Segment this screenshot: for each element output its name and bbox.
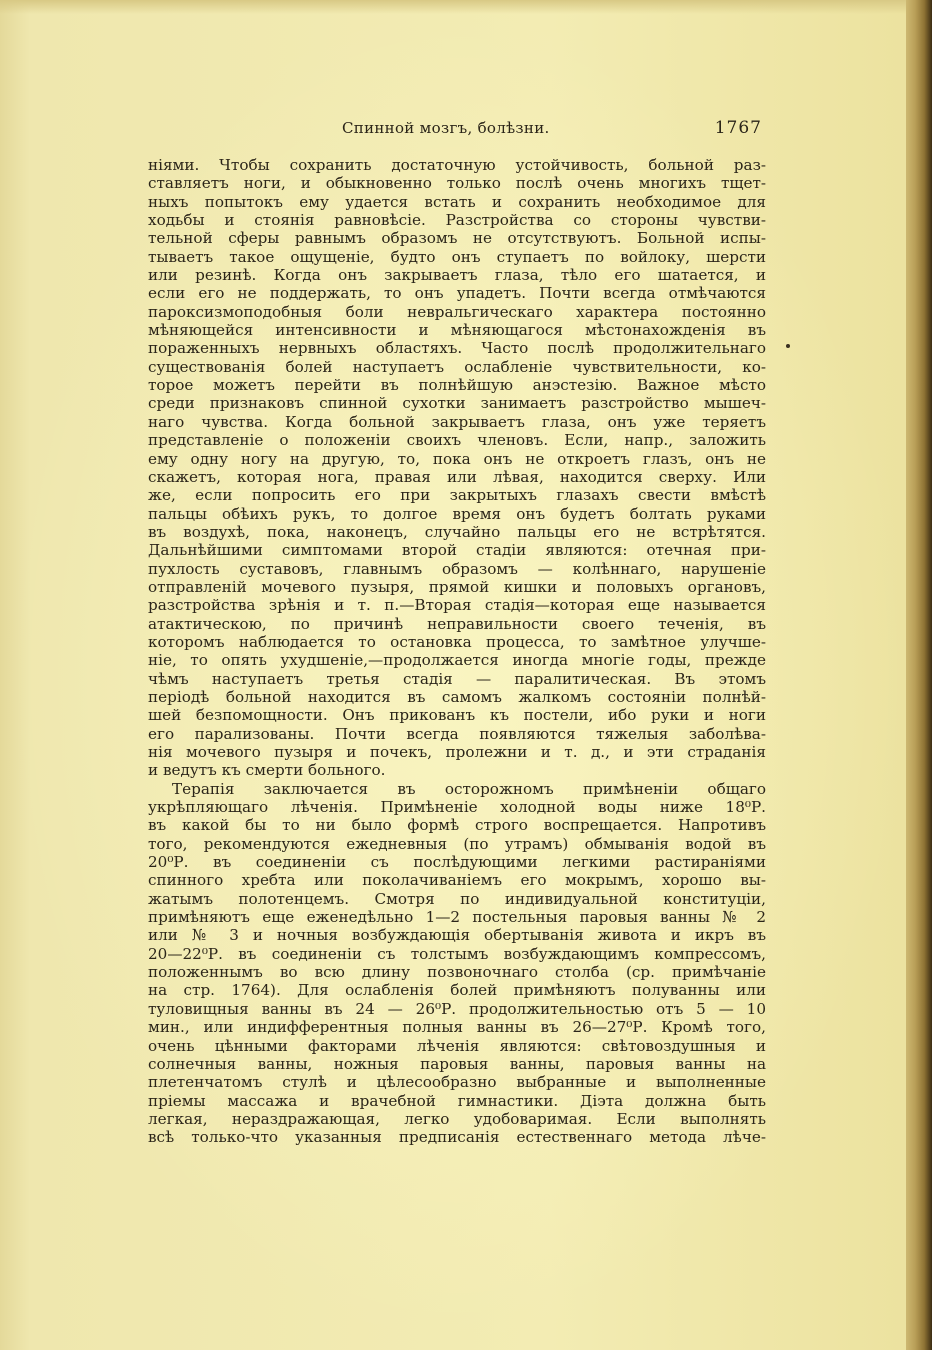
paper-spot <box>786 344 790 348</box>
text-line: періодѣ больной находится въ самомъ жалкомъ состояніи полнѣй- <box>148 687 766 706</box>
text-line: если его не поддержать, то онъ упадетъ. Почти всегда отмѣчаются <box>148 284 766 303</box>
text-line: ходьбы и стоянія равновѣсіе. Разстройства со стороны чувстви- <box>148 211 766 230</box>
text-line: солнечныя ванны, ножныя паровыя ванны, паровыя ванны на <box>148 1054 766 1073</box>
text-line: нія мочевого пузыря и почекъ, пролежни и т. д., и эти страданія <box>148 743 766 761</box>
text-line: положеннымъ во всю длину позвоночнаго столба (ср. примѣчаніе <box>148 963 766 982</box>
text-line: на стр. 1764). Для ослабленія болей примѣняютъ полуванны или <box>148 981 766 1000</box>
text-line: пріемы массажа и врачебной гимнастики. Діэта должна быть <box>148 1091 766 1110</box>
text-line: шей безпомощности. Онъ прикованъ къ постели, ибо руки и ноги <box>148 706 766 725</box>
page-header <box>146 116 766 144</box>
text-line: существованія болей наступаетъ ослабленіе чувствительности, ко- <box>148 357 766 376</box>
text-line: тельной сферы равнымъ образомъ не отсутствуютъ. Больной испы- <box>148 229 766 248</box>
text-line: ніями. Чтобы сохранить достаточную устойчивость, больной раз- <box>148 156 766 174</box>
text-line: наго чувства. Когда больной закрываетъ глаза, онъ уже теряетъ <box>148 412 766 431</box>
text-line: примѣняютъ еще еженедѣльно 1—2 постельныя паровыя ванны № 2 <box>148 908 766 927</box>
text-line: и ведутъ къ смерти больного. <box>148 761 386 780</box>
text-line: разстройства зрѣнія и т. п.—Вторая стадія—которая еще называется <box>148 596 766 615</box>
text-line: скажетъ, которая нога, правая или лѣвая, находится сверху. Или <box>148 467 766 486</box>
text-line: 20⁰Р. въ соединеніи съ послѣдующими легкими растираніями <box>148 853 766 872</box>
body-text <box>148 156 766 1147</box>
text-line: ніе, то опять ухудшеніе,—продолжается иногда многіе годы, прежде <box>148 651 766 670</box>
text-line: Дальнѣйшими симптомами второй стадіи являются: отечная при- <box>148 541 766 560</box>
text-line: туловищныя ванны въ 24 — 26⁰Р. продолжительностью отъ 5 — 10 <box>148 999 766 1018</box>
text-line: пароксизмоподобныя боли невральгическаго характера постоянно <box>148 302 766 321</box>
text-line: легкая, нераздражающая, легко удобоваримая. Если выполнять <box>148 1109 766 1128</box>
page-top-shadow <box>0 0 916 14</box>
text-line: мин., или индифферентныя полныя ванны въ 26—27⁰Р. Кромѣ того, <box>148 1018 766 1037</box>
text-line: тываетъ такое ощущеніе, будто онъ ступаетъ по войлоку, шерсти <box>148 247 766 266</box>
text-line: плетенчатомъ стулѣ и цѣлесообразно выбранные и выполненные <box>148 1073 766 1092</box>
text-line: въ какой бы то ни было формѣ строго воспрещается. Напротивъ <box>148 816 766 835</box>
text-line: торое можетъ перейти въ полнѣйшую анэстезію. Важное мѣсто <box>148 376 766 395</box>
text-line: его парализованы. Почти всегда появляются тяжелыя заболѣва- <box>148 724 766 743</box>
text-line: пальцы обѣихъ рукъ, то долгое время онъ будетъ болтать руками <box>148 504 766 523</box>
text-line: ныхъ попытокъ ему удается встать и сохранить необходимое для <box>148 192 766 211</box>
text-line: среди признаковъ спинной сухотки занимаетъ разстройство мышеч- <box>148 394 766 413</box>
text-line: ставляетъ ноги, и обыкновенно только послѣ очень многихъ тщет- <box>148 174 766 193</box>
text-line: въ воздухѣ, пока, наконецъ, случайно пальцы его не встрѣтятся. <box>148 522 766 541</box>
page-edge-right <box>906 0 932 1350</box>
text-line: представленіе о положеніи своихъ членовъ. Если, напр., заложить <box>148 431 766 450</box>
running-title: Спинной мозгъ, болѣзни. <box>342 119 550 137</box>
text-line: которомъ наблюдается то остановка процесса, то замѣтное улучше- <box>148 632 766 651</box>
text-line: отправленій мочевого пузыря, прямой кишки и половыхъ органовъ, <box>148 577 766 596</box>
text-line: очень цѣнными факторами лѣченія являются: свѣтовоздушныя и <box>148 1036 766 1055</box>
text-line: мѣняющейся интенсивности и мѣняющагося мѣстонахожденія въ <box>148 321 766 340</box>
text-line: пораженныхъ нервныхъ областяхъ. Часто послѣ продолжительнаго <box>148 339 766 358</box>
text-line: 20—22⁰Р. въ соединеніи съ толстымъ возбуждающимъ компрессомъ, <box>148 944 766 963</box>
page-number: 1767 <box>714 118 762 138</box>
text-line: укрѣпляющаго лѣченія. Примѣненіе холодной воды ниже 18⁰Р. <box>148 798 766 817</box>
text-line: чѣмъ наступаетъ третья стадія — паралитическая. Въ этомъ <box>148 669 766 688</box>
text-line: того, рекомендуются ежедневныя (по утрамъ) обмыванія водой въ <box>148 834 766 853</box>
text-line: Терапія заключается въ осторожномъ примѣненіи общаго <box>172 779 766 798</box>
text-line: же, если попросить его при закрытыхъ глазахъ свести вмѣстѣ <box>148 486 766 505</box>
text-line: атактическою, по причинѣ неправильности своего теченія, въ <box>148 614 766 633</box>
text-line: ему одну ногу на другую, то, пока онъ не откроетъ глазъ, онъ не <box>148 449 766 468</box>
text-line: или № 3 и ночныя возбуждающія обертыванія живота и икръ въ <box>148 926 766 945</box>
text-line: жатымъ полотенцемъ. Смотря по индивидуальной конституціи, <box>148 889 766 908</box>
text-line: пухлость суставовъ, главнымъ образомъ — колѣннаго, нарушеніе <box>148 559 766 578</box>
text-line: всѣ только-что указанныя предписанія естественнаго метода лѣче- <box>148 1128 766 1147</box>
text-line: спинного хребта или поколачиваніемъ его мокрымъ, хорошо вы- <box>148 871 766 890</box>
text-line: или резинѣ. Когда онъ закрываетъ глаза, тѣло его шатается, и <box>148 266 766 285</box>
